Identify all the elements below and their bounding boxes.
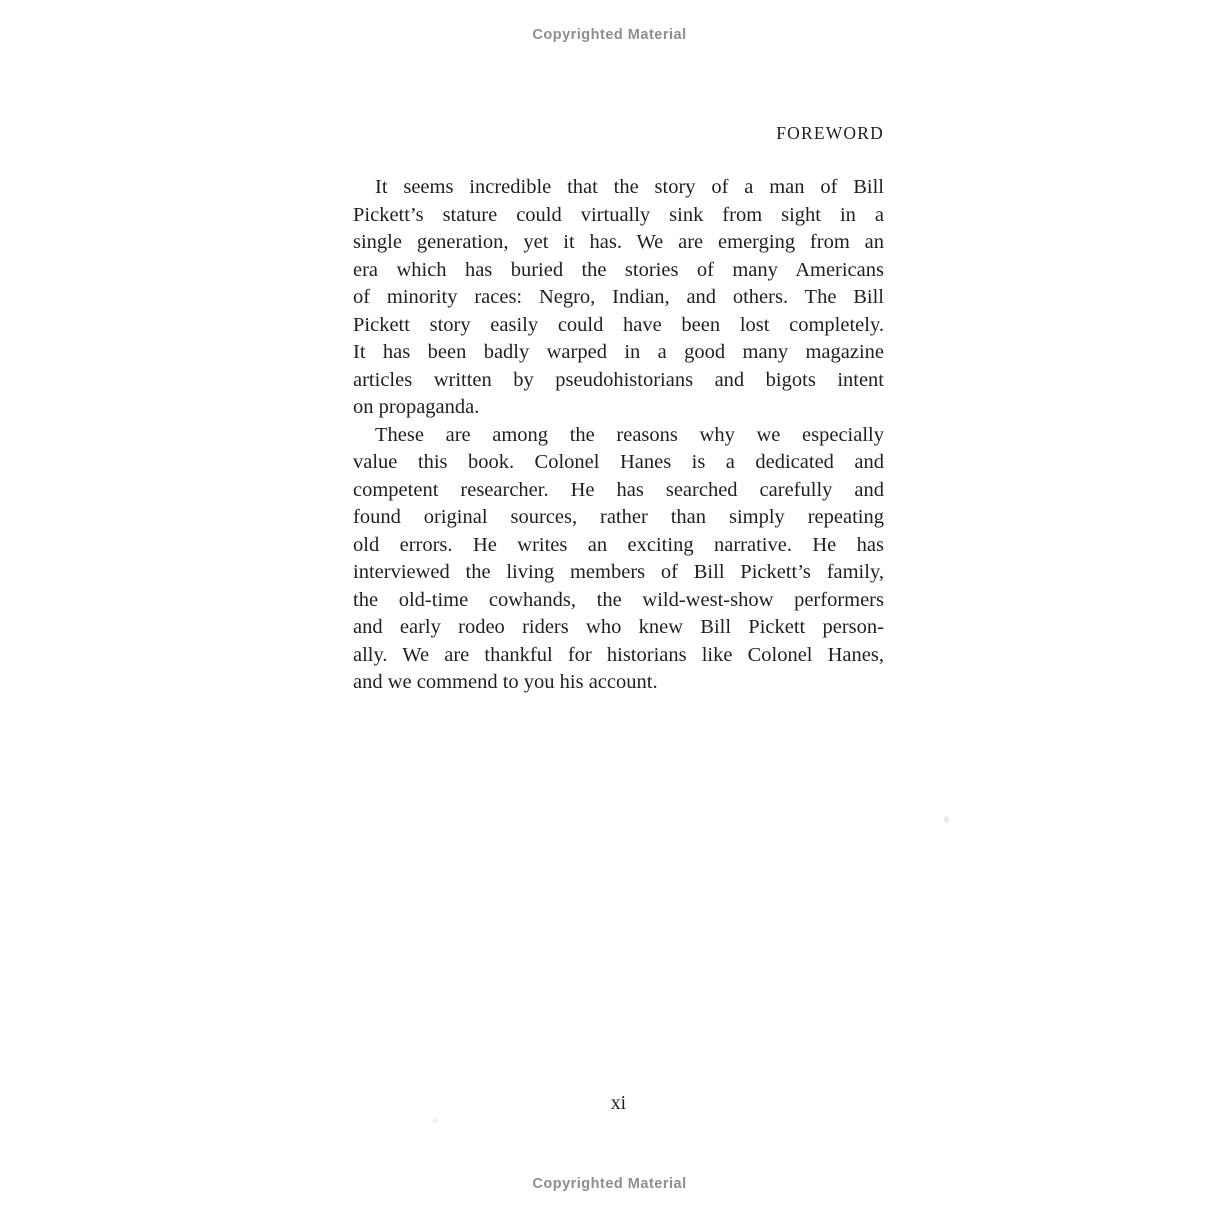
text-line: single generation, yet it has. We are emerging from an <box>353 231 884 253</box>
text-line: found original sources, rather than simply repeating <box>353 506 884 528</box>
text-line: It has been badly warped in a good many magazine <box>353 341 884 363</box>
text-line: It seems incredible that the story of a man of Bill <box>375 176 884 198</box>
page-number: xi <box>610 1093 627 1114</box>
copyright-notice-top: Copyrighted Material <box>532 27 687 43</box>
text-line: and we commend to you his account. <box>353 671 658 693</box>
text-line: ally. We are thankful for historians like Colonel Hanes, <box>353 643 884 666</box>
text-line: articles written by pseudohistorians and bigots intent <box>353 368 884 391</box>
text-line: Pickett story easily could have been lost completely. <box>353 313 884 336</box>
scan-artifact <box>944 816 949 823</box>
text-line: old errors. He writes an exciting narrative. He has <box>353 533 884 556</box>
text-line: competent researcher. He has searched carefully and <box>353 478 884 501</box>
text-line: value this book. Colonel Hanes is a dedicated and <box>353 451 884 473</box>
page-header: FOREWORD <box>776 123 884 143</box>
text-line: era which has buried the stories of many Americans <box>353 258 884 281</box>
text-line: on propaganda. <box>353 396 480 418</box>
text-line: interviewed the living members of Bill Pickett’s family, <box>353 561 884 583</box>
text-line: of minority races: Negro, Indian, and others. The Bill <box>353 286 884 308</box>
copyright-notice-bottom: Copyrighted Material <box>532 1176 687 1192</box>
scan-artifact <box>432 1118 438 1123</box>
body-text <box>353 174 884 697</box>
text-line: and early rodeo riders who knew Bill Pickett person- <box>353 616 884 638</box>
text-line: Pickett’s stature could virtually sink from sight in a <box>353 203 884 226</box>
text-line: These are among the reasons why we especially <box>375 423 884 446</box>
text-line: the old-time cowhands, the wild-west-show performers <box>353 588 884 611</box>
